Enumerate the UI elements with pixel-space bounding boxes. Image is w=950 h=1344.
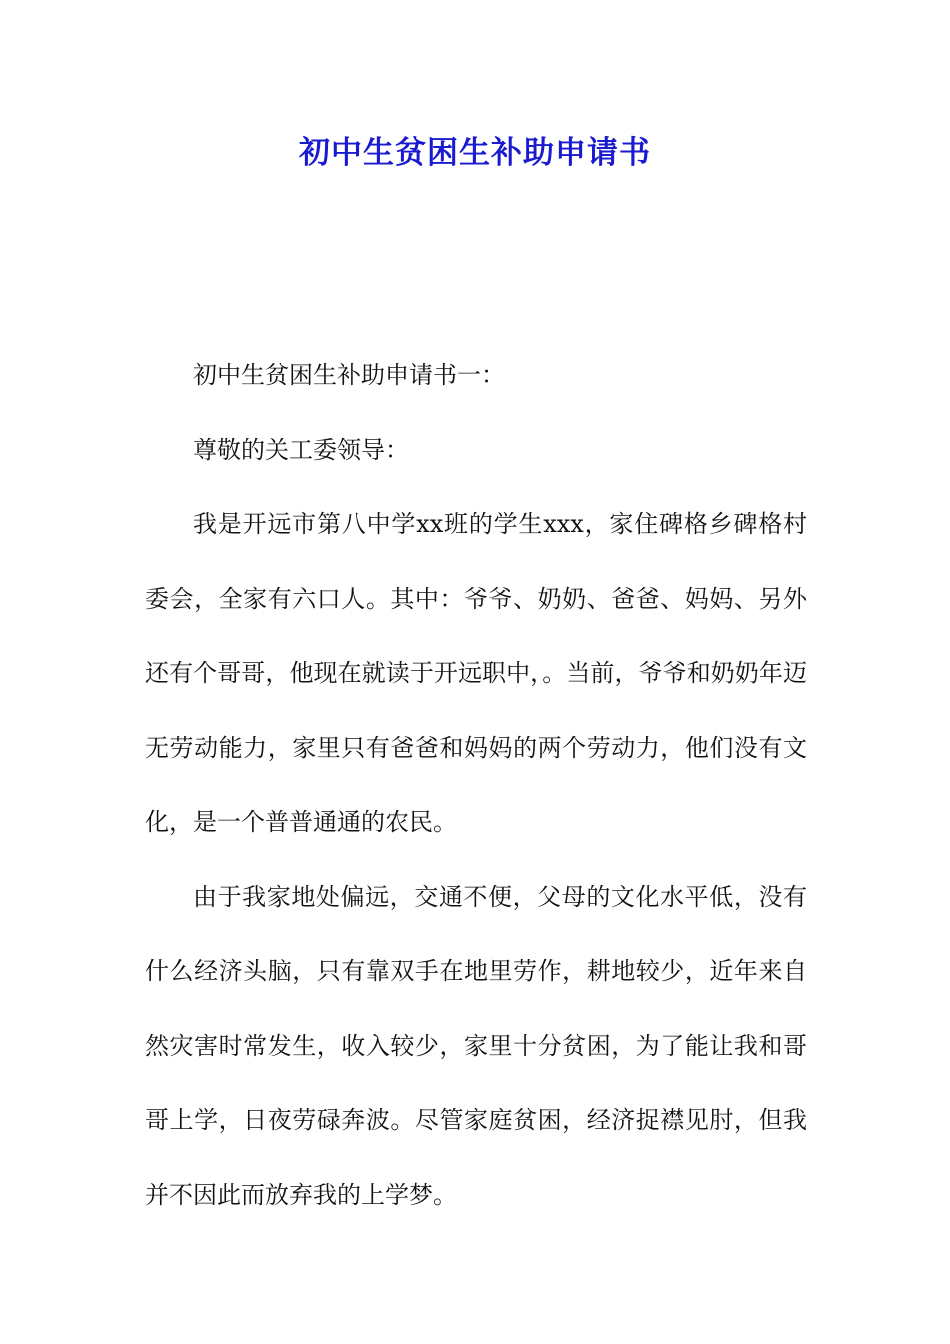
paragraph-family-info: 我是开远市第八中学xx班的学生xxx，家住碑格乡碑格村委会，全家有六口人。其中：爷爷、奶奶、爸爸、妈妈、另外还有个哥哥，他现在就读于开远职中，。当前，爷爷和奶奶年迈无劳动能力，家里只有爸爸和妈妈的两个劳动力，他们没有文化，是一个普普通通的农民。 bbox=[145, 510, 807, 836]
paragraph-heading: 初中生贫困生补助申请书一： bbox=[193, 361, 505, 389]
paragraph-family-hardship: 由于我家地处偏远，交通不便，父母的文化水平低，没有什么经济头脑，只有靠双手在地里劳作，耕地较少，近年来自然灾害时常发生，收入较少，家里十分贫困，为了能让我和哥哥上学，日夜劳碌奔波。尽管家庭贫困，经济捉襟见肘，但我并不因此而放弃我的上学梦。 bbox=[145, 882, 807, 1209]
document-title: 初中生贫困生补助申请书 bbox=[299, 135, 651, 171]
paragraph-salutation: 尊敬的关工委领导： bbox=[193, 435, 409, 464]
document-body bbox=[145, 338, 807, 1232]
